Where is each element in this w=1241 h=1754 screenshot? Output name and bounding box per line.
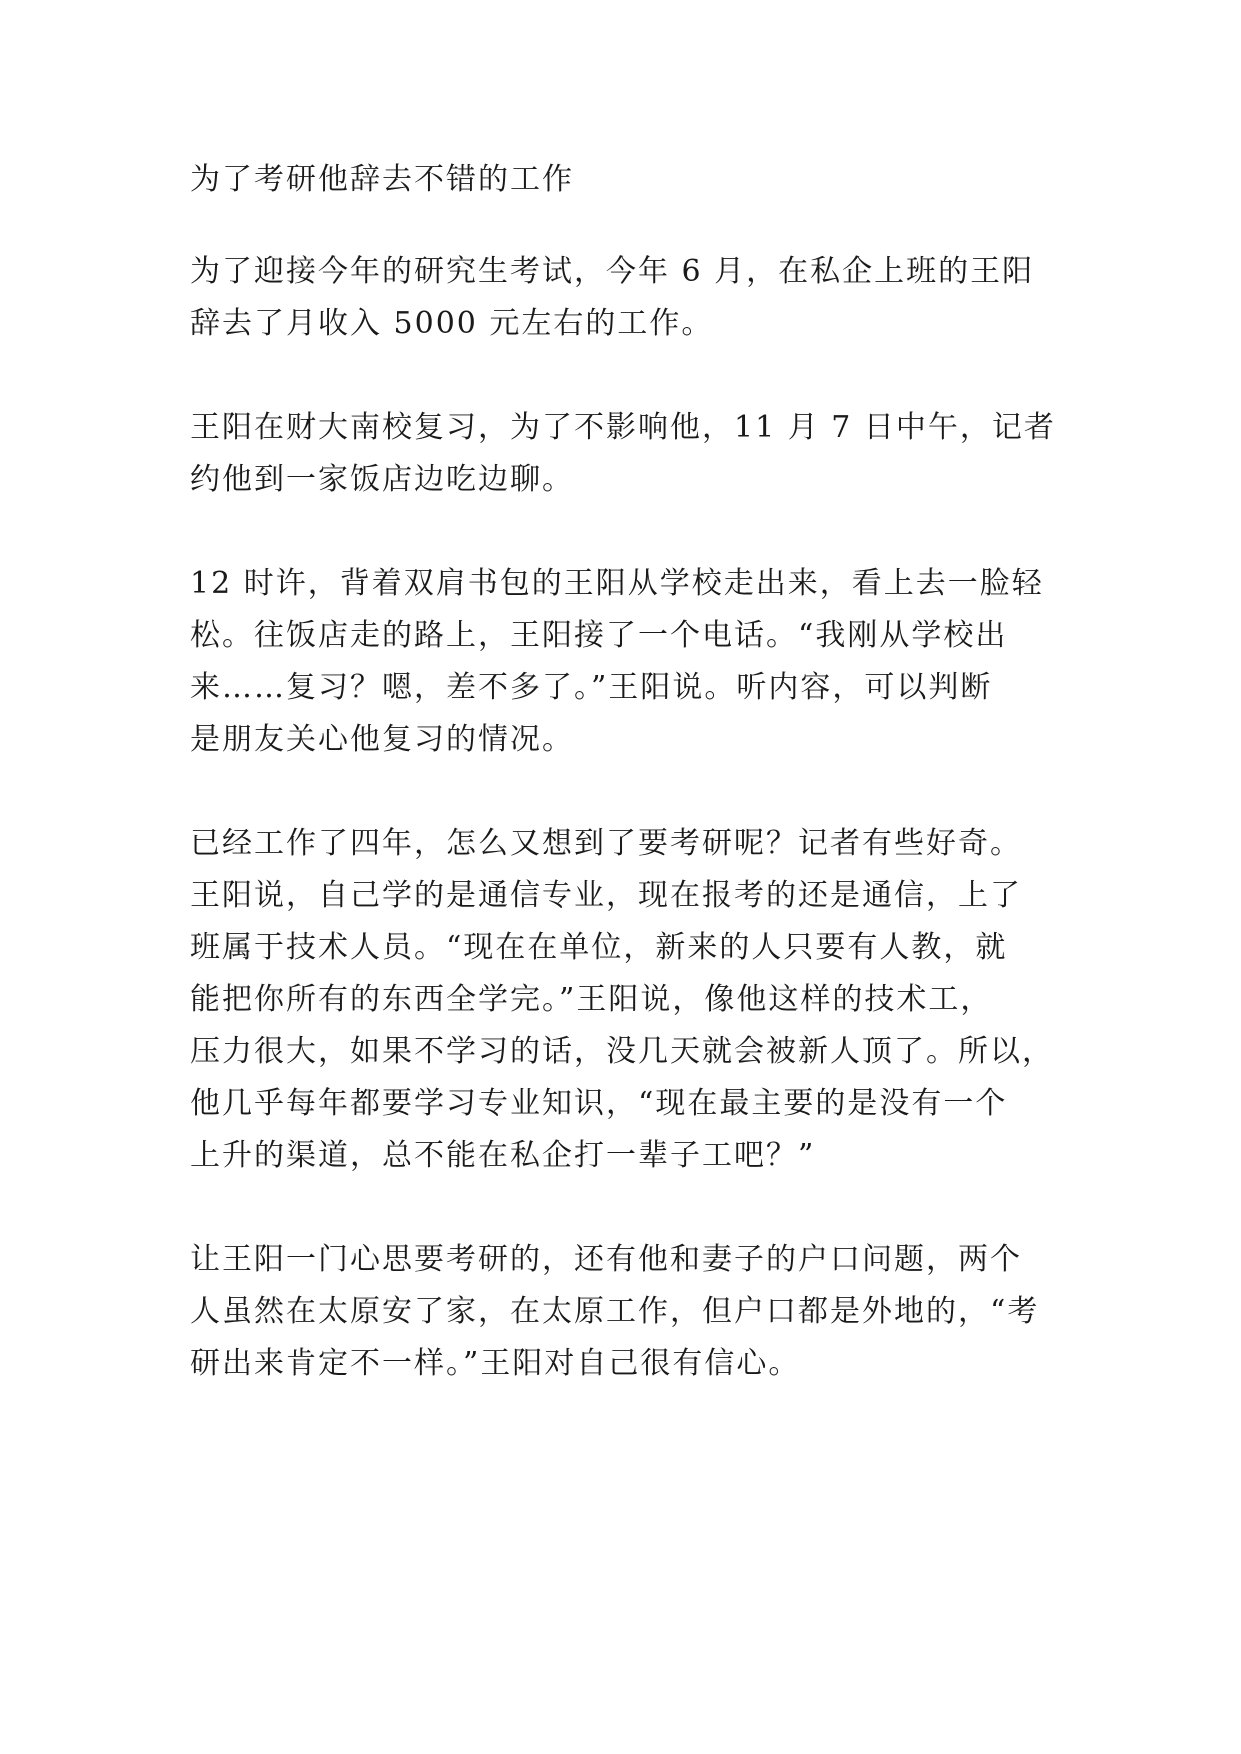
- paragraph-4-line-6: 他几乎每年都要学习专业知识，“现在最主要的是没有一个: [190, 1086, 1008, 1121]
- paragraph-2-line-2: 约他到一家饭店边吃边聊。: [190, 462, 574, 497]
- paragraph-4-line-5: 压力很大，如果不学习的话，没几天就会被新人顶了。所以，: [190, 1034, 1054, 1069]
- paragraph-1-line-1: 为了迎接今年的研究生考试，今年 6 月，在私企上班的王阳: [190, 254, 1035, 289]
- paragraph-5-line-3: 研出来肯定不一样。”王阳对自己很有信心。: [190, 1346, 801, 1381]
- paragraph-3-line-3: 来……复习？嗯，差不多了。”王阳说。听内容，可以判断: [190, 670, 993, 705]
- paragraph-3-line-2: 松。往饭店走的路上，王阳接了一个电话。“我刚从学校出: [190, 618, 1008, 653]
- paragraph-3-line-1: 12 时许，背着双肩书包的王阳从学校走出来，看上去一脸轻: [190, 566, 1044, 601]
- paragraph-5-line-1: 让王阳一门心思要考研的，还有他和妻子的户口问题，两个: [190, 1242, 1022, 1277]
- paragraph-4-line-4: 能把你所有的东西全学完。”王阳说，像他这样的技术工，: [190, 982, 993, 1017]
- paragraph-4-line-7: 上升的渠道，总不能在私企打一辈子工吧？”: [190, 1138, 816, 1173]
- document-title: 为了考研他辞去不错的工作: [190, 162, 574, 197]
- paragraph-3-line-4: 是朋友关心他复习的情况。: [190, 722, 574, 757]
- paragraph-5-line-2: 人虽然在太原安了家，在太原工作，但户口都是外地的，“考: [190, 1294, 1040, 1329]
- paragraph-1-line-2: 辞去了月收入 5000 元左右的工作。: [190, 306, 714, 341]
- paragraph-4-line-2: 王阳说，自己学的是通信专业，现在报考的还是通信，上了: [190, 878, 1022, 913]
- paragraph-2-line-1: 王阳在财大南校复习，为了不影响他，11 月 7 日中午，记者: [190, 410, 1056, 445]
- paragraph-4-line-3: 班属于技术人员。“现在在单位，新来的人只要有人教，就: [190, 930, 1008, 965]
- paragraph-4-line-1: 已经工作了四年，怎么又想到了要考研呢？记者有些好奇。: [190, 826, 1022, 861]
